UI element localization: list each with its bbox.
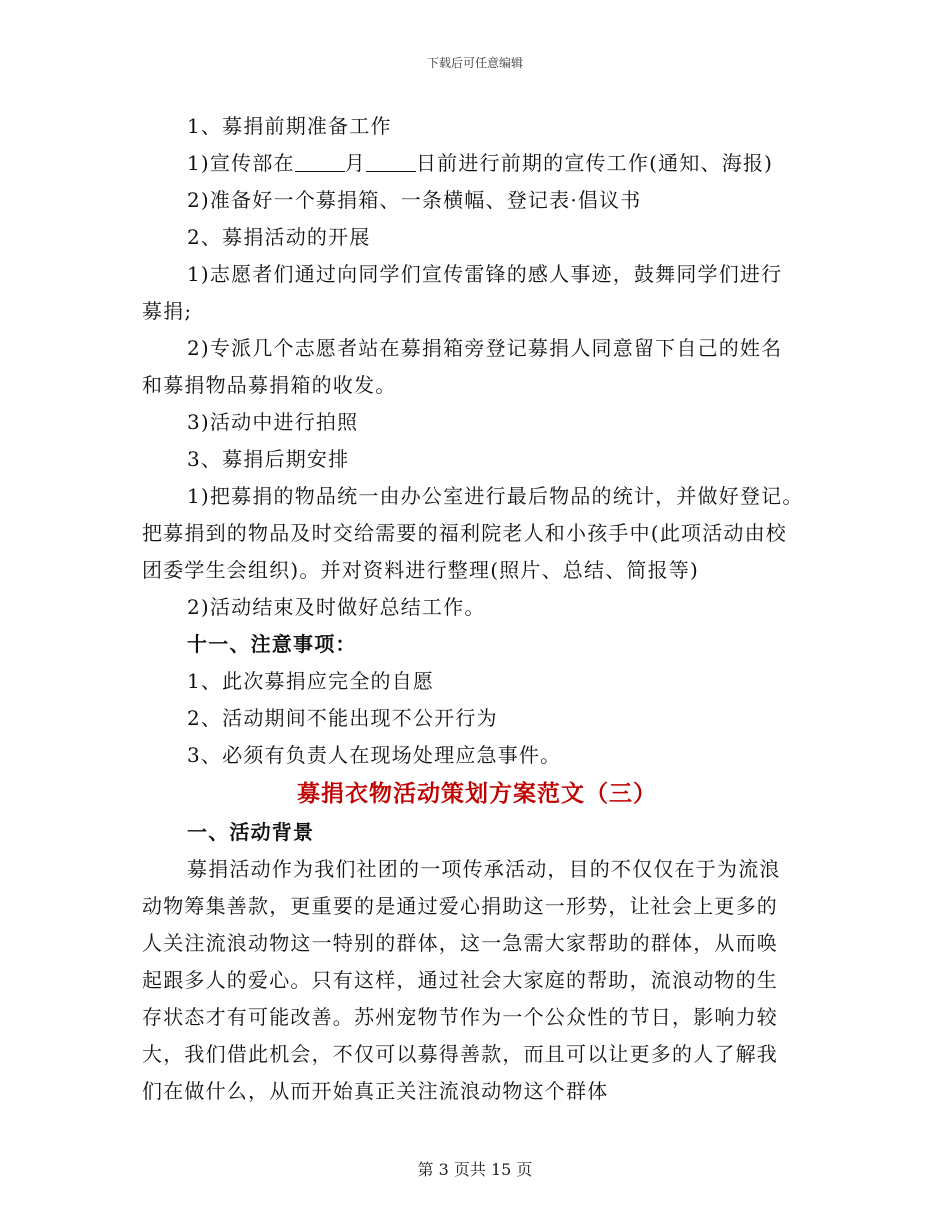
header-note: 下载后可任意编辑 [426,56,523,70]
list-item-continuation: 募捐; [142,299,193,323]
paragraph-line: 大，我们借此机会，不仅可以募得善款，而且可以让更多的人了解我 [142,1042,778,1066]
fill-in-blank [366,151,416,172]
list-item: 2)专派几个志愿者站在募捐箱旁登记募捐人同意留下自己的姓名 [187,336,783,360]
paragraph-line: 动物筹集善款，更重要的是通过爱心捐助这一形势，让社会上更多的 [142,894,778,918]
list-item: 1、此次募捐应完全的自愿 [187,669,435,693]
paragraph-line: 们在做什么，从而开始真正关注流浪动物这个群体 [142,1079,609,1103]
paragraph-line: 起跟多人的爱心。只有这样，通过社会大家庭的帮助，流浪动物的生 [142,968,778,992]
subheading-preparation: 1、募捐前期准备工作 [187,114,392,138]
text-fragment: 日前进行前期的宣传工作(通知、海报) [415,151,774,175]
list-item-continuation: 把募捐到的物品及时交给需要的福利院老人和小孩手中(此项活动由校 [142,521,788,545]
heading-background: 一、活动背景 [187,820,315,844]
list-item: 1)把募捐的物品统一由办公室进行最后物品的统计，并做好登记。 [187,484,804,508]
heading-notes: 十一、注意事项： [187,632,357,656]
list-item: 3、必须有负责人在现场处理应急事件。 [187,743,562,767]
list-item: 2)活动结束及时做好总结工作。 [187,595,486,619]
fill-in-blank [295,151,345,172]
list-item-continuation: 和募捐物品募捐箱的收发。 [142,373,397,397]
subheading-followup: 3、募捐后期安排 [187,447,350,471]
list-item: 1)志愿者们通过向同学们宣传雷锋的感人事迹，鼓舞同学们进行 [187,262,783,286]
subheading-activity: 2、募捐活动的开展 [187,225,371,249]
page-number: 第 3 页共 15 页 [417,1160,533,1179]
list-item [142,145,812,182]
text-fragment: 月 [344,151,366,175]
paragraph-line: 募捐活动作为我们社团的一项传承活动，目的不仅仅在于为流浪 [187,857,781,881]
list-item: 3)活动中进行拍照 [187,410,359,434]
paragraph-line: 人关注流浪动物这一特别的群体，这一急需大家帮助的群体，从而唤 [142,931,778,955]
paragraph-line: 存状态才有可能改善。苏州宠物节作为一个公众性的节日，影响力较 [142,1005,778,1029]
document-body [142,108,812,1110]
text-fragment: 1)宣传部在 [187,151,295,175]
list-item-continuation: 团委学生会组织)。并对资料进行整理(照片、总结、简报等) [142,558,700,582]
list-item: 2、活动期间不能出现不公开行为 [187,706,498,730]
section-title: 募捐衣物活动策划方案范文（三） [297,780,657,807]
list-item: 2)准备好一个募捐箱、一条横幅、登记表·倡议书 [187,188,642,212]
